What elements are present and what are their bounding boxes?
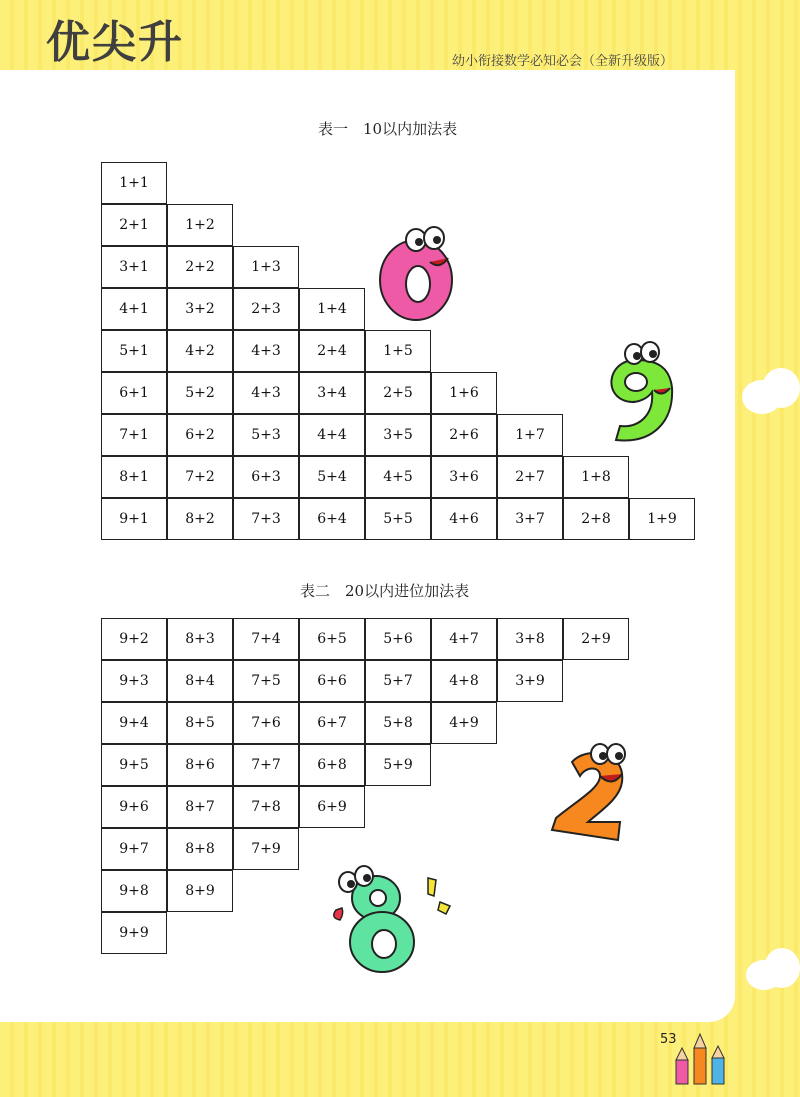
table-cell: 4+3 (233, 330, 299, 372)
table-cell: 1+5 (365, 330, 431, 372)
table-cell: 4+5 (365, 456, 431, 498)
table-cell: 8+3 (167, 618, 233, 660)
table-cell: 3+6 (431, 456, 497, 498)
table-cell: 9+4 (101, 702, 167, 744)
table-cell: 1+1 (101, 162, 167, 204)
table-cell: 2+2 (167, 246, 233, 288)
table-cell: 5+2 (167, 372, 233, 414)
table-cell: 9+1 (101, 498, 167, 540)
table-cell: 6+2 (167, 414, 233, 456)
table-cell: 4+1 (101, 288, 167, 330)
table-cell: 5+4 (299, 456, 365, 498)
table-cell: 3+2 (167, 288, 233, 330)
table-cell: 7+1 (101, 414, 167, 456)
table-cell: 2+3 (233, 288, 299, 330)
table-cell: 6+7 (299, 702, 365, 744)
table-cell: 5+7 (365, 660, 431, 702)
table-cell: 3+1 (101, 246, 167, 288)
table-cell: 8+4 (167, 660, 233, 702)
table-cell: 6+5 (299, 618, 365, 660)
book-title: 幼小衔接数学必知必会（全新升级版） (452, 54, 674, 69)
table-cell: 4+7 (431, 618, 497, 660)
table-cell: 5+6 (365, 618, 431, 660)
table-cell: 6+8 (299, 744, 365, 786)
cloud-decoration (764, 948, 800, 988)
table-cell: 5+5 (365, 498, 431, 540)
table-cell: 2+8 (563, 498, 629, 540)
table1-caption: 表一 10以内加法表 (318, 120, 458, 138)
table-cell: 7+7 (233, 744, 299, 786)
table-cell: 4+2 (167, 330, 233, 372)
table-cell: 2+9 (563, 618, 629, 660)
table-cell: 3+9 (497, 660, 563, 702)
table-cell: 8+5 (167, 702, 233, 744)
table-cell: 8+2 (167, 498, 233, 540)
table-cell: 7+4 (233, 618, 299, 660)
table-cell: 9+7 (101, 828, 167, 870)
table-cell: 8+9 (167, 870, 233, 912)
table-cell: 7+9 (233, 828, 299, 870)
table-cell: 8+8 (167, 828, 233, 870)
table-cell: 1+2 (167, 204, 233, 246)
orange-two-character-icon (548, 740, 640, 844)
table-cell: 7+6 (233, 702, 299, 744)
table-cell: 7+5 (233, 660, 299, 702)
brand-title: 优尖升 (46, 17, 184, 68)
table-cell: 3+7 (497, 498, 563, 540)
table-cell: 4+6 (431, 498, 497, 540)
table-cell: 6+6 (299, 660, 365, 702)
table-cell: 4+8 (431, 660, 497, 702)
table-cell: 1+3 (233, 246, 299, 288)
table-cell: 3+5 (365, 414, 431, 456)
cloud-decoration (762, 368, 800, 408)
table-cell: 7+2 (167, 456, 233, 498)
table-cell: 8+6 (167, 744, 233, 786)
table-cell: 7+3 (233, 498, 299, 540)
table-cell: 2+6 (431, 414, 497, 456)
table-cell: 6+3 (233, 456, 299, 498)
table-cell: 6+9 (299, 786, 365, 828)
table-cell: 9+9 (101, 912, 167, 954)
table-cell: 9+8 (101, 870, 167, 912)
table-cell: 4+3 (233, 372, 299, 414)
table-cell: 6+1 (101, 372, 167, 414)
table-cell: 6+4 (299, 498, 365, 540)
table-cell: 5+9 (365, 744, 431, 786)
sparkle-marks-icon (424, 876, 454, 916)
table-cell: 8+1 (101, 456, 167, 498)
table-cell: 2+7 (497, 456, 563, 498)
table2-caption: 表二 20以内进位加法表 (300, 582, 470, 600)
table-cell: 7+8 (233, 786, 299, 828)
table-cell: 3+4 (299, 372, 365, 414)
table-cell: 2+1 (101, 204, 167, 246)
table-cell: 4+4 (299, 414, 365, 456)
table-cell: 5+3 (233, 414, 299, 456)
table-cell: 1+8 (563, 456, 629, 498)
teal-eight-character-icon (326, 864, 426, 976)
table-cell: 8+7 (167, 786, 233, 828)
table-cell: 9+6 (101, 786, 167, 828)
table-cell: 2+4 (299, 330, 365, 372)
table-cell: 1+4 (299, 288, 365, 330)
table-cell: 4+9 (431, 702, 497, 744)
page-number: 53 (660, 1032, 677, 1047)
table-cell: 9+2 (101, 618, 167, 660)
pink-zero-character-icon (372, 222, 468, 326)
pencils-icon (668, 1028, 738, 1086)
table-cell: 5+1 (101, 330, 167, 372)
table-cell: 9+3 (101, 660, 167, 702)
table-cell: 9+5 (101, 744, 167, 786)
table-cell: 1+7 (497, 414, 563, 456)
table-cell: 3+8 (497, 618, 563, 660)
table-cell: 1+6 (431, 372, 497, 414)
green-nine-character-icon (596, 340, 686, 448)
table-cell: 5+8 (365, 702, 431, 744)
table-cell: 2+5 (365, 372, 431, 414)
table-cell: 1+9 (629, 498, 695, 540)
